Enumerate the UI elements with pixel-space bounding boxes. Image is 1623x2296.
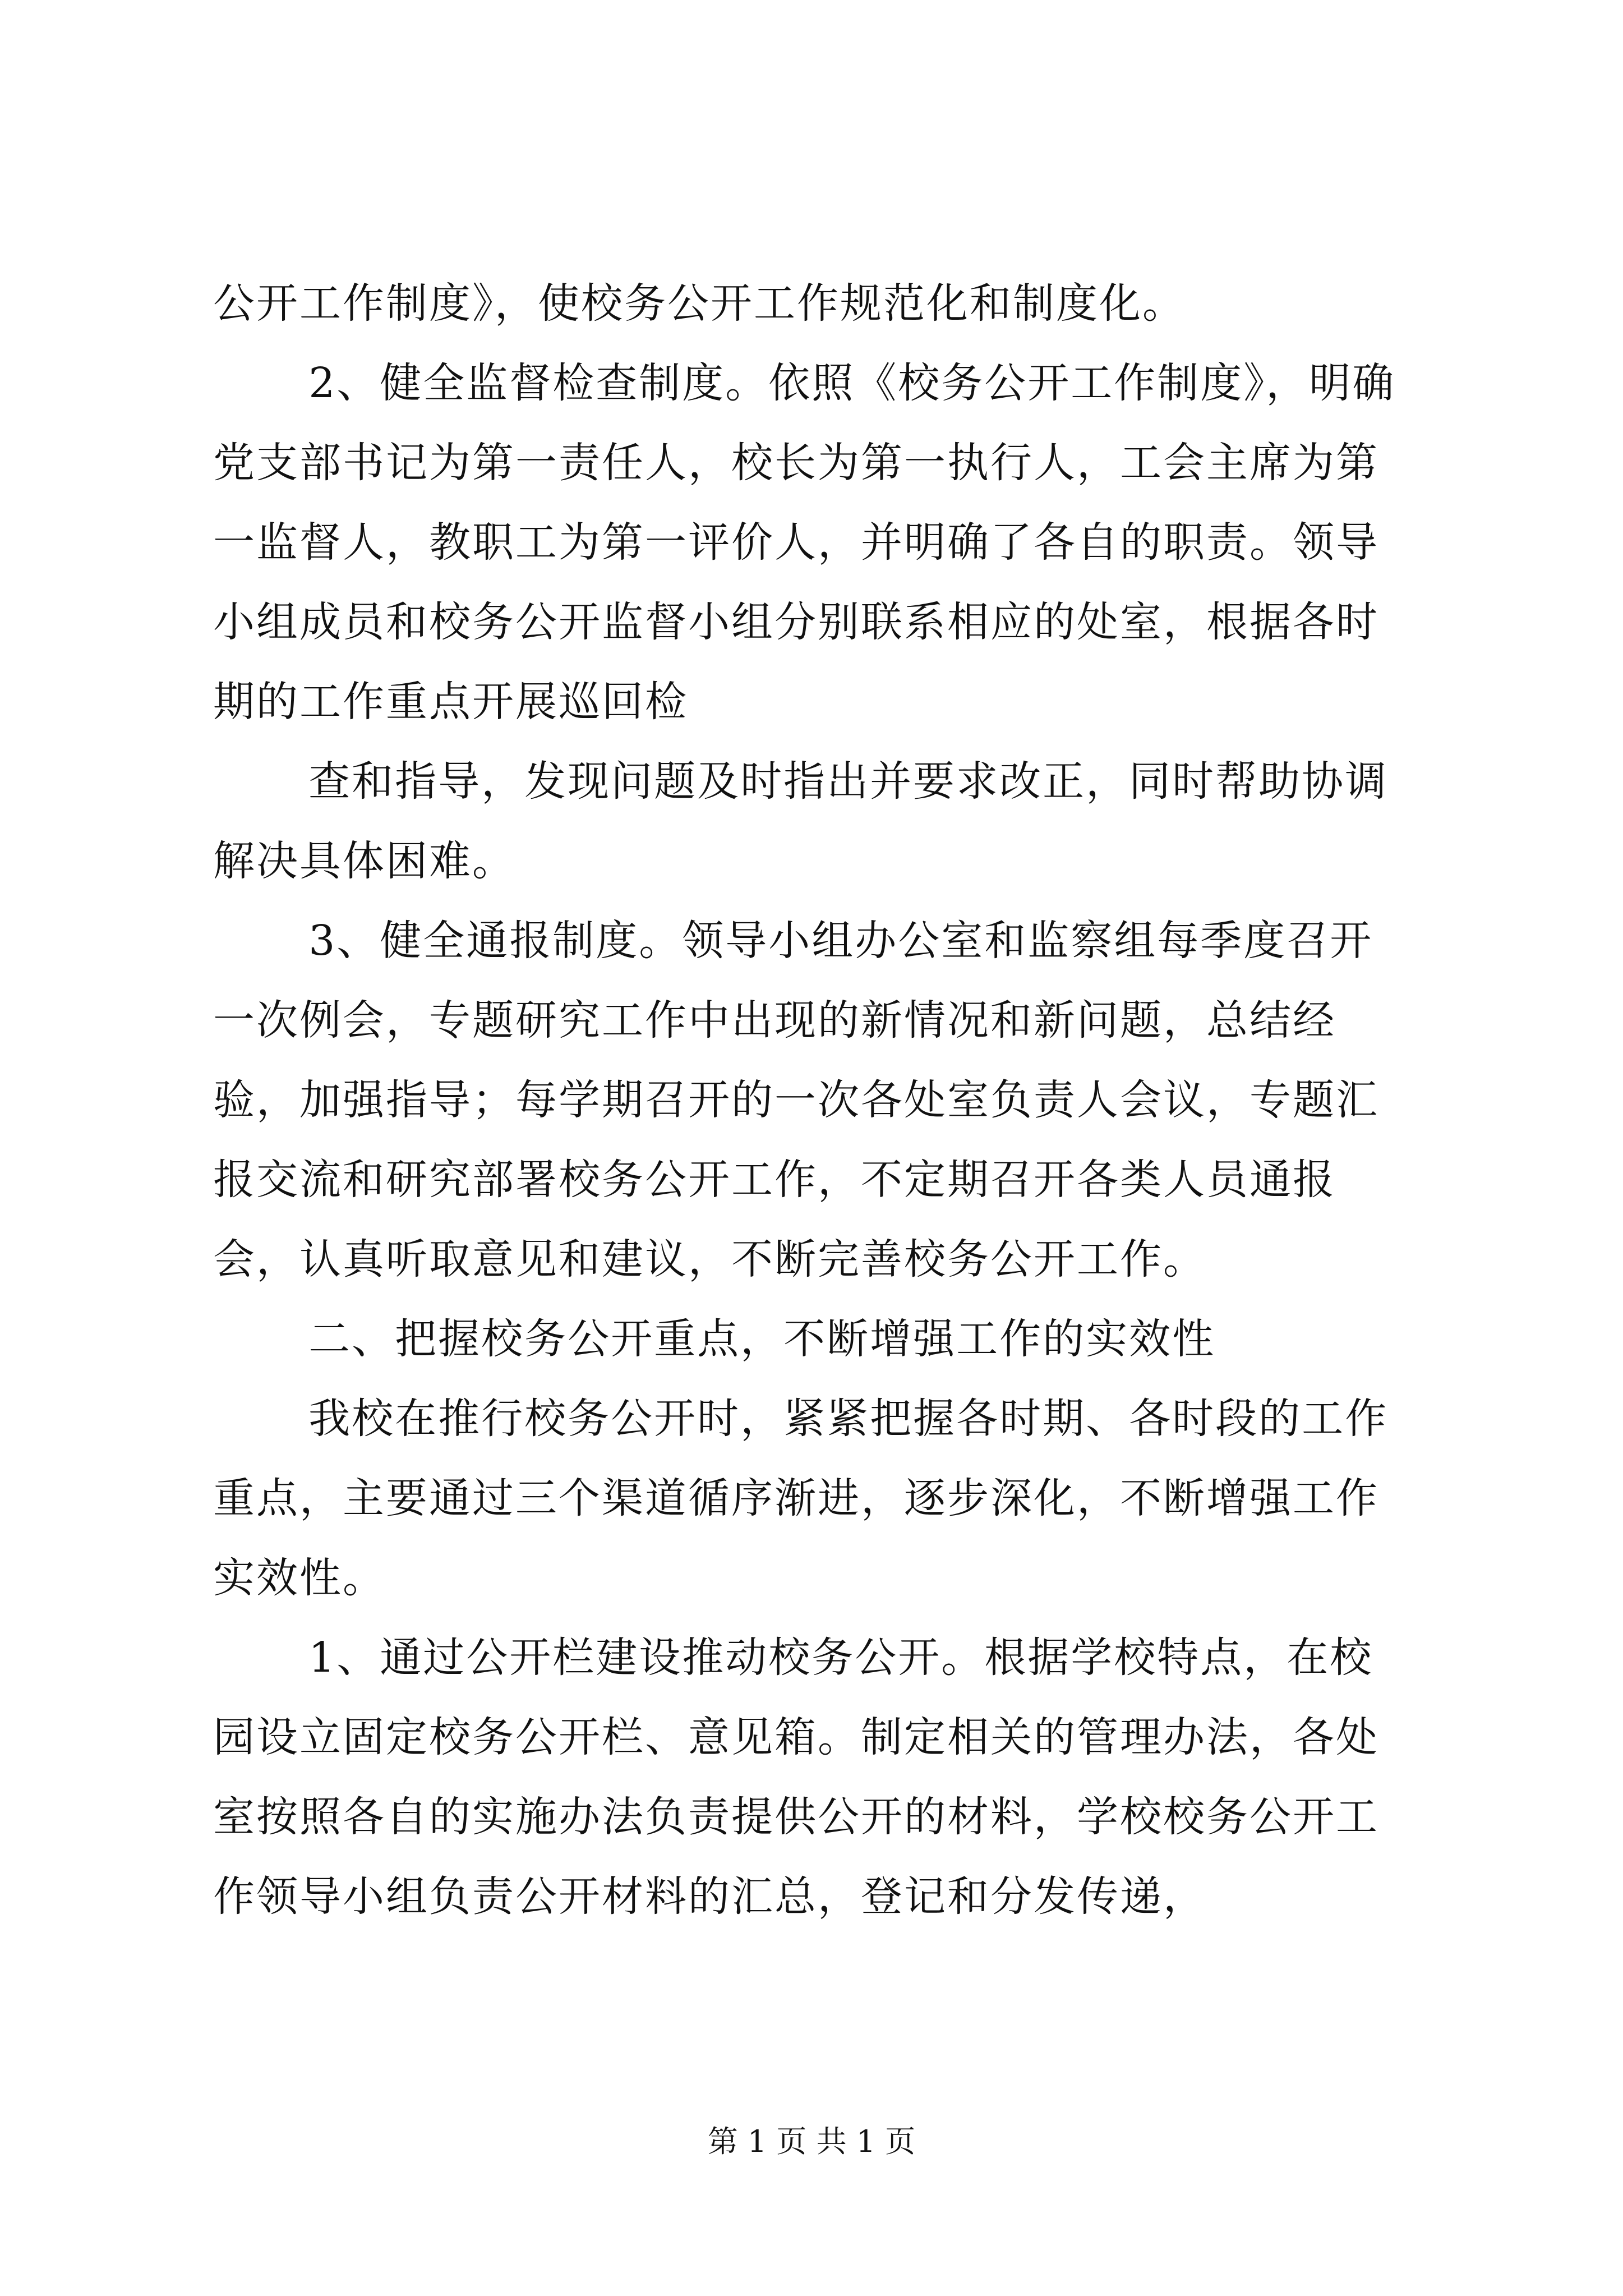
paragraph-3: 查和指导，发现问题及时指出并要求改正，同时帮助协调解决具体困难。 [213, 757, 1389, 885]
page-footer: 第 1 页 共 1 页 [707, 2124, 916, 2159]
document-body [213, 264, 1413, 1936]
paragraph-7: 1、通过公开栏建设推动校务公开。根据学校特点，在校园设立固定校务公开栏、意见箱。制定相关的管理办法，各处室按照各自的实施办法负责提供公开的材料，学校校务公开工作领导小组负责公开材料的汇总，登记和分发传递， [213, 1634, 1379, 1921]
paragraph-1: 公开工作制度》，使校务公开工作规范化和制度化。 [213, 279, 1186, 328]
paragraph-6: 我校在推行校务公开时，紧紧把握各时期、各时段的工作重点，主要通过三个渠道循序渐进，逐步深化，不断增强工作实效性。 [213, 1395, 1389, 1602]
section-heading: 二、把握校务公开重点，不断增强工作的实效性 [308, 1315, 1216, 1363]
paragraph-4: 3、健全通报制度。领导小组办公室和监察组每季度召开一次例会，专题研究工作中出现的新情况和新问题，总结经验，加强指导；每学期召开的一次各处室负责人会议，专题汇报交流和研究部署校务公开工作，不定期召开各类人员通报会，认真听取意见和建议，不断完善校务公开工作。 [213, 917, 1379, 1283]
paragraph-2: 2、健全监督检查制度。依照《校务公开工作制度》，明确党支部书记为第一责任人，校长为第一执行人，工会主席为第一监督人，教职工为第一评价人，并明确了各自的职责。领导小组成员和校务公开监督小组分别联系相应的处室，根据各时期的工作重点开展巡回检 [213, 359, 1396, 726]
